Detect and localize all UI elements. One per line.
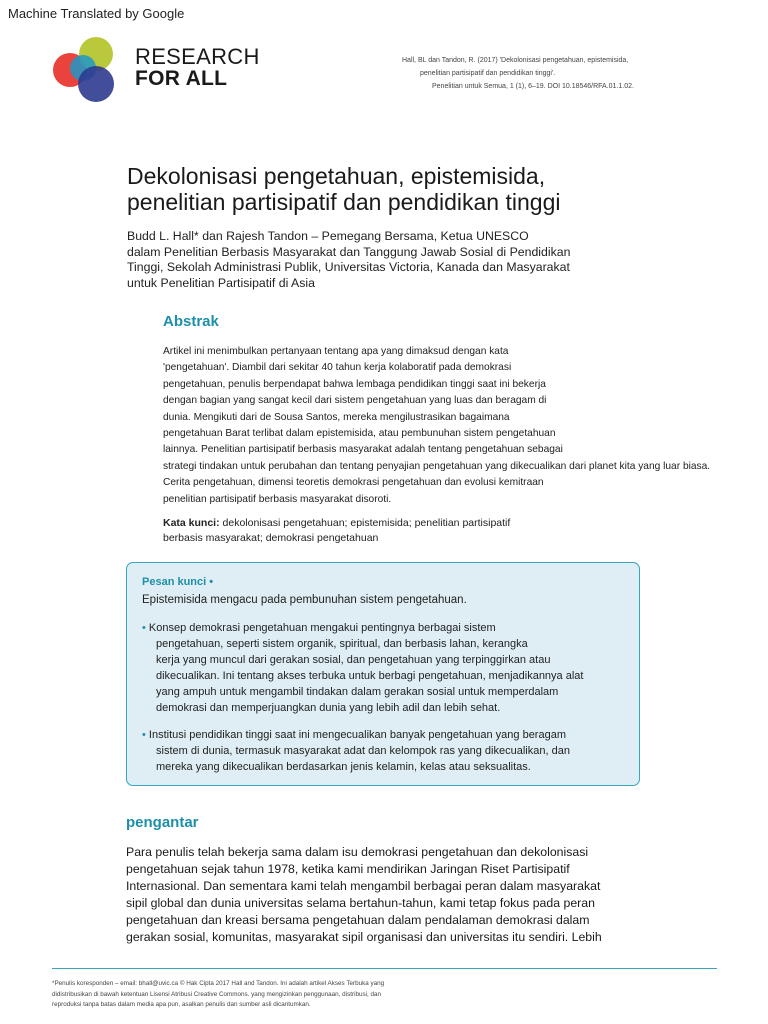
footnote-line: reproduksi tanpa batas dalam media apa pun, asalkan penulis dan sumber asli dicantumkan. — [52, 1001, 311, 1008]
citation-line-2: penelitian partisipatif dan pendidikan tinggi'. — [420, 70, 556, 77]
abstract-line: penelitian partisipatif berbasis masyarakat disoroti. — [163, 493, 392, 505]
key-message-bullet-1 — [142, 620, 638, 716]
author-line: dalam Penelitian Berbasis Masyarakat dan Tanggung Jawab Sosial di Pendidikan — [127, 244, 571, 259]
abstract-heading: Abstrak — [163, 313, 219, 330]
research-for-all-logo-icon — [50, 34, 122, 106]
bullet-line: yang ampuh untuk mengambil tindakan dalam gerakan sosial untuk memperdalam — [156, 686, 559, 698]
keywords-label: Kata kunci: — [163, 517, 220, 529]
bullet-line: Konsep demokrasi pengetahuan mengakui pentingnya berbagai sistem — [148, 622, 496, 634]
keywords-line-2: berbasis masyarakat; demokrasi pengetahuan — [163, 531, 379, 544]
author-line: Budd L. Hall* dan Rajesh Tandon – Pemegang Bersama, Ketua UNESCO — [127, 229, 529, 243]
keywords — [163, 516, 583, 545]
abstract-line: Artikel ini menimbulkan pertanyaan tentang apa yang dimaksud dengan kata — [163, 346, 509, 357]
abstract-text — [163, 344, 768, 508]
article-title — [127, 163, 687, 215]
footnote-line: *Penulis koresponden – email: bhall@uvic.ca © Hak Cipta 2017 Hall and Tandon. Ini adalah artikel Akses Terbuka yang — [52, 980, 385, 987]
abstract-line: pengetahuan Barat terlibat dalam epistemisida, atau pembunuhan sistem pengetahuan — [163, 428, 556, 440]
brand-wordmark — [135, 46, 260, 90]
bullet-line: kerja yang muncul dari gerakan sosial, dan pengetahuan yang terpinggirkan atau — [156, 654, 551, 666]
key-message-bullet-2 — [142, 727, 638, 775]
citation-line-1: Hall, BL dan Tandon, R. (2017) 'Dekolonisasi pengetahuan, epistemisida, — [402, 57, 629, 64]
intro-line: sipil global dan dunia universitas selama bertahun-tahun, kami tetap fokus pada peran — [126, 896, 595, 910]
bullet-icon: • — [142, 622, 146, 634]
bullet-line: mereka yang dikecualikan berdasarkan jenis kelamin, kelas atau seksualitas. — [156, 761, 531, 773]
bullet-line: dikecualikan. Ini tentang akses terbuka untuk berbagi pengetahuan, menjadikannya alat — [156, 670, 584, 682]
abstract-line: dengan bagian yang sangat kecil dari sistem pengetahuan yang luas dan beragam di — [163, 395, 547, 407]
footnote — [52, 979, 672, 1011]
introduction-heading: pengantar — [126, 814, 199, 831]
title-line-2: penelitian partisipatif dan pendidikan tinggi — [127, 189, 561, 215]
logo-circle-navy — [78, 66, 114, 102]
author-line: Tinggi, Sekolah Administrasi Publik, Universitas Victoria, Kanada dan Masyarakat — [127, 260, 570, 275]
key-messages-intro: Epistemisida mengacu pada pembunuhan sistem pengetahuan. — [142, 594, 467, 606]
intro-line: Internasional. Dan sementara kami telah mengambil berbagai peran dalam masyarakat — [126, 879, 601, 893]
bullet-line: sistem di dunia, termasuk masyarakat adat dan kelompok ras yang dikecualikan, dan — [156, 745, 570, 757]
bullet-line: Institusi pendidikan tinggi saat ini mengecualikan banyak pengetahuan yang beragam — [148, 729, 566, 741]
abstract-line: strategi tindakan untuk perubahan dan tentang penyajian pengetahuan yang dikecualikan dari planet kita yang luar biasa. — [163, 460, 711, 472]
intro-line: pengetahuan dan kreasi bersama pengetahuan dalam pendalaman demokrasi dalam — [126, 913, 590, 927]
citation-block — [402, 54, 692, 93]
intro-line: pengetahuan sejak tahun 1978, ketika kami mendirikan Jaringan Riset Partisipatif — [126, 862, 570, 876]
bullet-line: demokrasi dan memperjuangkan dunia yang lebih adil dan lebih sehat. — [156, 702, 501, 714]
abstract-line: lainnya. Penelitian partisipatif berbasis masyarakat adalah tentang pengetahuan sebagai — [163, 444, 563, 456]
keywords-line-1: dekolonisasi pengetahuan; epistemisida; penelitian partisipatif — [219, 517, 511, 529]
abstract-line: 'pengetahuan'. Diambil dari sekitar 40 tahun kerja kolaboratif pada demokrasi — [163, 362, 512, 374]
citation-line-3: Penelitian untuk Semua, 1 (1), 6–19. DOI 10.18546/RFA.01.1.02. — [432, 83, 634, 90]
bullet-line: pengetahuan, seperti sistem organik, spiritual, dan berbasis lahan, kerangka — [156, 638, 528, 650]
abstract-line: dunia. Mengikuti dari de Sousa Santos, mereka mengilustrasikan bagaimana — [163, 411, 510, 423]
title-line-1: Dekolonisasi pengetahuan, epistemisida, — [127, 163, 546, 189]
machine-translation-banner: Machine Translated by Google — [8, 6, 185, 21]
bullet-icon: • — [142, 729, 146, 741]
author-line: untuk Penelitian Partisipatif di Asia — [127, 275, 315, 290]
abstract-line: pengetahuan, penulis berpendapat bahwa lembaga pendidikan tinggi saat ini bekerja — [163, 378, 546, 390]
key-messages-heading: Pesan kunci • — [142, 576, 214, 588]
abstract-line: Cerita pengetahuan, dimensi teoretis demokrasi pengetahuan dan evolusi kemitraan — [163, 477, 544, 489]
introduction-text — [126, 844, 656, 946]
brand-line-1: RESEARCH — [135, 44, 260, 69]
brand-line-2: FOR ALL — [135, 67, 228, 90]
intro-line: Para penulis telah bekerja sama dalam isu demokrasi pengetahuan dan dekolonisasi — [126, 845, 589, 859]
footnote-line: didistribusikan di bawah ketentuan Lisensi Atribusi Creative Commons. yang mengizinkan penggunaan, distribusi, dan — [52, 990, 382, 998]
footer-divider — [52, 968, 717, 969]
author-affiliation — [127, 229, 597, 291]
intro-line: gerakan sosial, komunitas, masyarakat sipil organisasi dan universitas itu sendiri. Lebih — [126, 930, 602, 944]
